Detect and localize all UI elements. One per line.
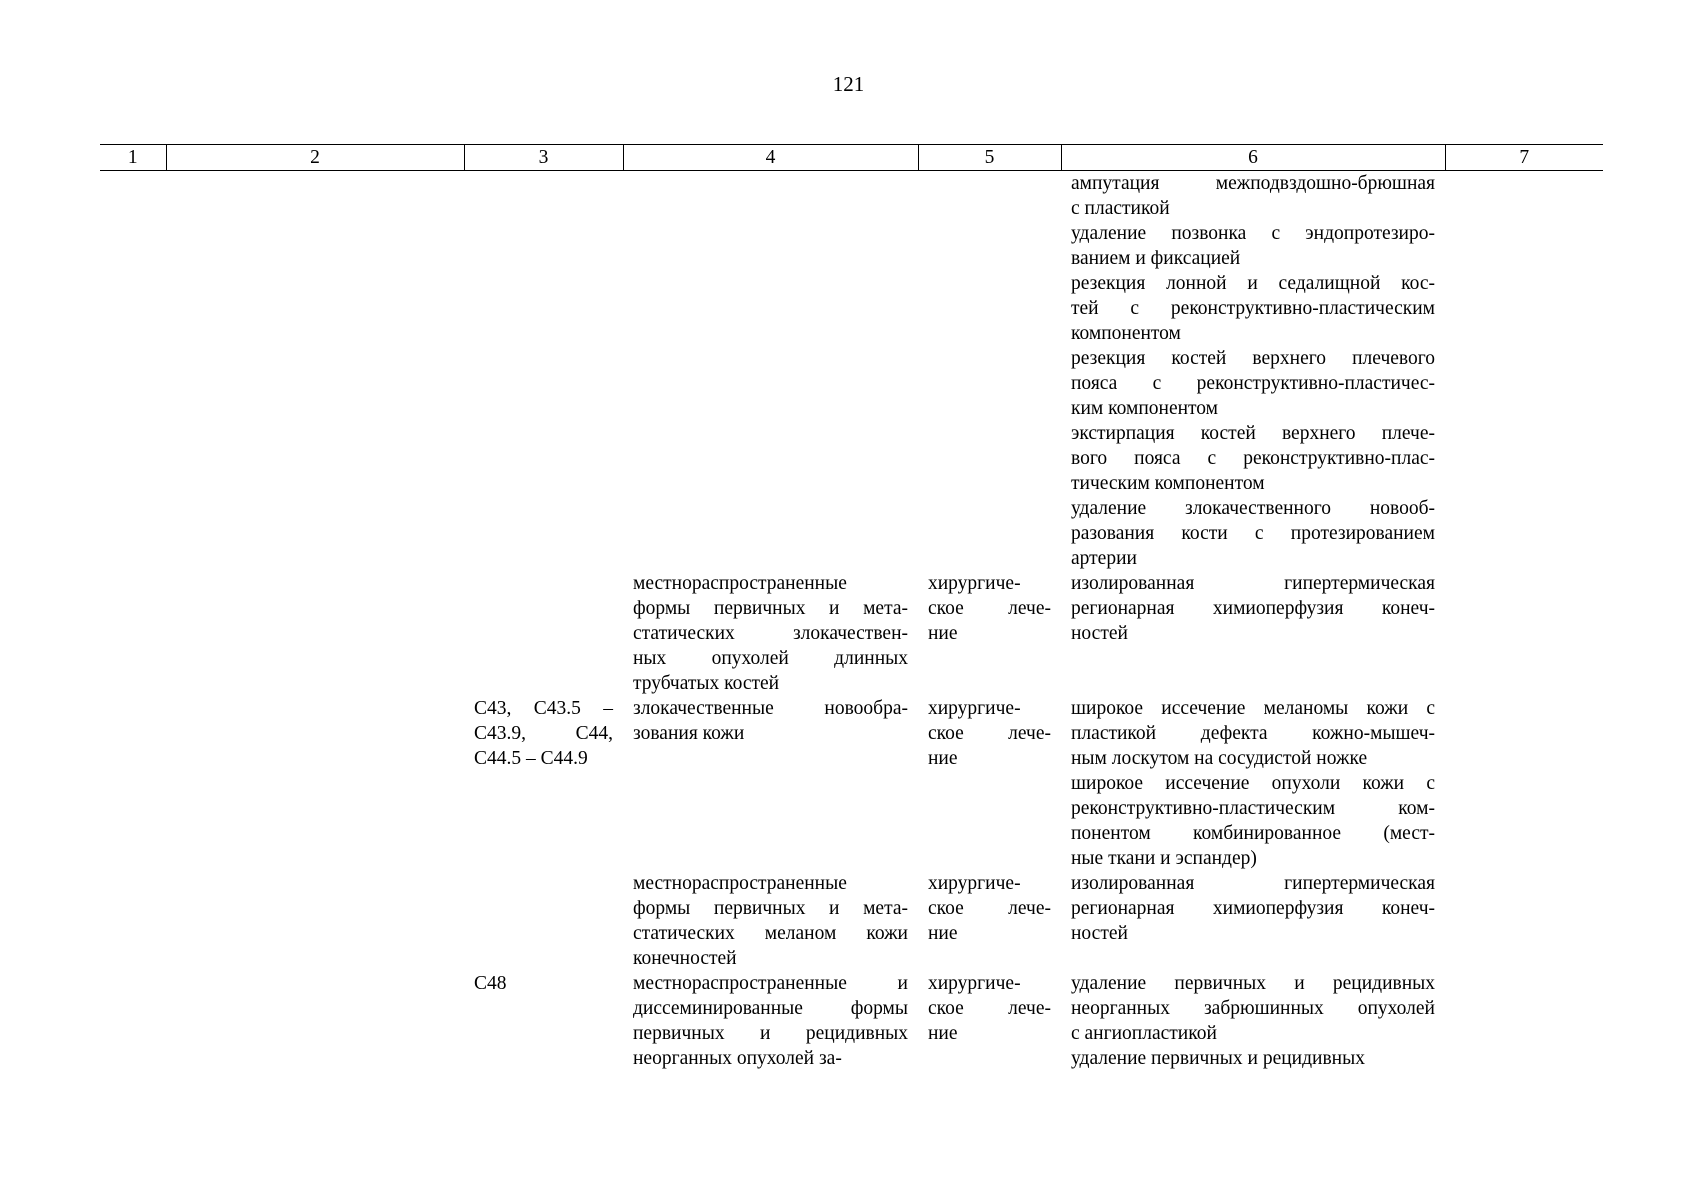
treatment-line: ское лече- — [928, 898, 1051, 919]
method-entry — [1071, 771, 1435, 871]
condition-line: формы первичных и мета- — [633, 598, 908, 619]
treatment-line: ние — [928, 623, 958, 644]
method-entry — [1071, 571, 1435, 646]
table-row — [100, 171, 1603, 572]
page-number: 121 — [832, 72, 865, 96]
method-line: изолированная гипертермическая — [1071, 573, 1435, 594]
method-line: резекция лонной и седалищной кос- — [1071, 273, 1435, 294]
column-number-header — [100, 145, 1603, 171]
condition-line: статических злокачествен- — [633, 623, 908, 644]
method-line: компонентом — [1071, 323, 1181, 344]
col7-cell — [1445, 571, 1603, 696]
method-entry — [1071, 421, 1435, 496]
col2-cell — [166, 871, 464, 971]
method-line: с пластикой — [1071, 198, 1170, 219]
col7-cell — [1445, 171, 1603, 572]
condition-line: местнораспространенные и — [633, 973, 908, 994]
column-header-3: 3 — [464, 145, 623, 171]
table-row — [100, 971, 1603, 1071]
col1-cell — [100, 571, 166, 696]
col1-cell — [100, 171, 166, 572]
method-line: понентом комбинированное (мест- — [1071, 823, 1435, 844]
method-entry — [1071, 496, 1435, 571]
method-entry — [1071, 971, 1435, 1046]
table-row — [100, 871, 1603, 971]
method-line: с ангиопластикой — [1071, 1023, 1217, 1044]
codes-line: C44.5 – C44.9 — [474, 748, 588, 769]
treatment-cell — [918, 871, 1061, 971]
col2-cell — [166, 971, 464, 1071]
col7-cell — [1445, 871, 1603, 971]
method-line: тей с реконструктивно-пластическим — [1071, 298, 1435, 319]
method-line: ностей — [1071, 923, 1128, 944]
column-header-7: 7 — [1445, 145, 1603, 171]
method-line: пояса с реконструктивно-пластичес- — [1071, 373, 1435, 394]
method-line: регионарная химиоперфузия конеч- — [1071, 598, 1435, 619]
table-body — [100, 171, 1603, 1072]
method-line: ным лоскутом на сосудистой ножке — [1071, 748, 1368, 769]
codes-line: C48 — [474, 973, 507, 994]
method-line: удаление первичных и рецидивных — [1071, 1048, 1365, 1069]
treatment-cell — [918, 971, 1061, 1071]
column-header-5: 5 — [918, 145, 1061, 171]
condition-line: статических меланом кожи — [633, 923, 908, 944]
procedures-table — [100, 144, 1603, 1071]
method-line: широкое иссечение меланомы кожи с — [1071, 698, 1435, 719]
treatment-line: хирургиче- — [928, 573, 1021, 594]
column-header-2: 2 — [166, 145, 464, 171]
code-cell — [464, 571, 623, 696]
col2-cell — [166, 171, 464, 572]
method-line: неорганных забрюшинных опухолей — [1071, 998, 1435, 1019]
methods-cell — [1061, 571, 1445, 696]
method-line: ные ткани и эспандер) — [1071, 848, 1257, 869]
code-cell — [464, 696, 623, 871]
col2-cell — [166, 696, 464, 871]
table-row — [100, 696, 1603, 871]
code-cell — [464, 971, 623, 1071]
treatment-line: ние — [928, 923, 958, 944]
method-line: пластикой дефекта кожно-мышеч- — [1071, 723, 1435, 744]
method-line: удаление позвонка с эндопротезиро- — [1071, 223, 1435, 244]
method-entry — [1071, 696, 1435, 771]
method-line: резекция костей верхнего плечевого — [1071, 348, 1435, 369]
condition-cell — [623, 571, 918, 696]
method-line: ванием и фиксацией — [1071, 248, 1241, 269]
condition-line: местнораспространенные — [633, 873, 847, 894]
condition-line: местнораспространенные — [633, 573, 847, 594]
treatment-cell — [918, 171, 1061, 572]
condition-line: трубчатых костей — [633, 673, 780, 694]
treatment-line: ние — [928, 748, 958, 769]
condition-line: ных опухолей длинных — [633, 648, 908, 669]
method-line: тическим компонентом — [1071, 473, 1265, 494]
condition-line: неорганных опухолей за- — [633, 1048, 842, 1069]
code-cell — [464, 871, 623, 971]
condition-line: зования кожи — [633, 723, 745, 744]
code-cell — [464, 171, 623, 572]
method-line: экстирпация костей верхнего плече- — [1071, 423, 1435, 444]
method-line: изолированная гипертермическая — [1071, 873, 1435, 894]
method-entry — [1071, 271, 1435, 346]
column-header-4: 4 — [623, 145, 918, 171]
method-line: вого пояса с реконструктивно-плас- — [1071, 448, 1435, 469]
table-container — [100, 144, 1603, 1071]
method-entry — [1071, 346, 1435, 421]
method-entry — [1071, 221, 1435, 271]
method-line: ампутация межподвздошно-брюшная — [1071, 173, 1435, 194]
treatment-line: хирургиче- — [928, 973, 1021, 994]
condition-cell — [623, 696, 918, 871]
condition-line: диссеминированные формы — [633, 998, 908, 1019]
method-entry — [1071, 871, 1435, 946]
condition-line: формы первичных и мета- — [633, 898, 908, 919]
treatment-cell — [918, 571, 1061, 696]
methods-cell — [1061, 171, 1445, 572]
column-header-1: 1 — [100, 145, 166, 171]
condition-line: первичных и рецидивных — [633, 1023, 908, 1044]
col7-cell — [1445, 971, 1603, 1071]
treatment-cell — [918, 696, 1061, 871]
method-line: ким компонентом — [1071, 398, 1219, 419]
col2-cell — [166, 571, 464, 696]
method-entry — [1071, 1046, 1435, 1071]
codes-line: C43, C43.5 – — [474, 698, 613, 719]
method-line: ностей — [1071, 623, 1128, 644]
treatment-line: хирургиче- — [928, 698, 1021, 719]
methods-cell — [1061, 871, 1445, 971]
col1-cell — [100, 696, 166, 871]
method-entry — [1071, 171, 1435, 221]
methods-cell — [1061, 696, 1445, 871]
condition-cell — [623, 971, 918, 1071]
condition-line: злокачественные новообра- — [633, 698, 908, 719]
method-line: реконструктивно-пластическим ком- — [1071, 798, 1435, 819]
method-line: артерии — [1071, 548, 1137, 569]
condition-cell — [623, 171, 918, 572]
method-line: регионарная химиоперфузия конеч- — [1071, 898, 1435, 919]
treatment-line: ское лече- — [928, 723, 1051, 744]
col1-cell — [100, 871, 166, 971]
column-header-6: 6 — [1061, 145, 1445, 171]
condition-cell — [623, 871, 918, 971]
method-line: разования кости с протезированием — [1071, 523, 1435, 544]
method-line: удаление первичных и рецидивных — [1071, 973, 1435, 994]
treatment-line: ское лече- — [928, 998, 1051, 1019]
condition-line: конечностей — [633, 948, 737, 969]
treatment-line: хирургиче- — [928, 873, 1021, 894]
method-line: удаление злокачественного новооб- — [1071, 498, 1435, 519]
treatment-line: ние — [928, 1023, 958, 1044]
table-row — [100, 571, 1603, 696]
codes-line: C43.9, C44, — [474, 723, 613, 744]
treatment-line: ское лече- — [928, 598, 1051, 619]
col7-cell — [1445, 696, 1603, 871]
col1-cell — [100, 971, 166, 1071]
methods-cell — [1061, 971, 1445, 1071]
method-line: широкое иссечение опухоли кожи с — [1071, 773, 1435, 794]
